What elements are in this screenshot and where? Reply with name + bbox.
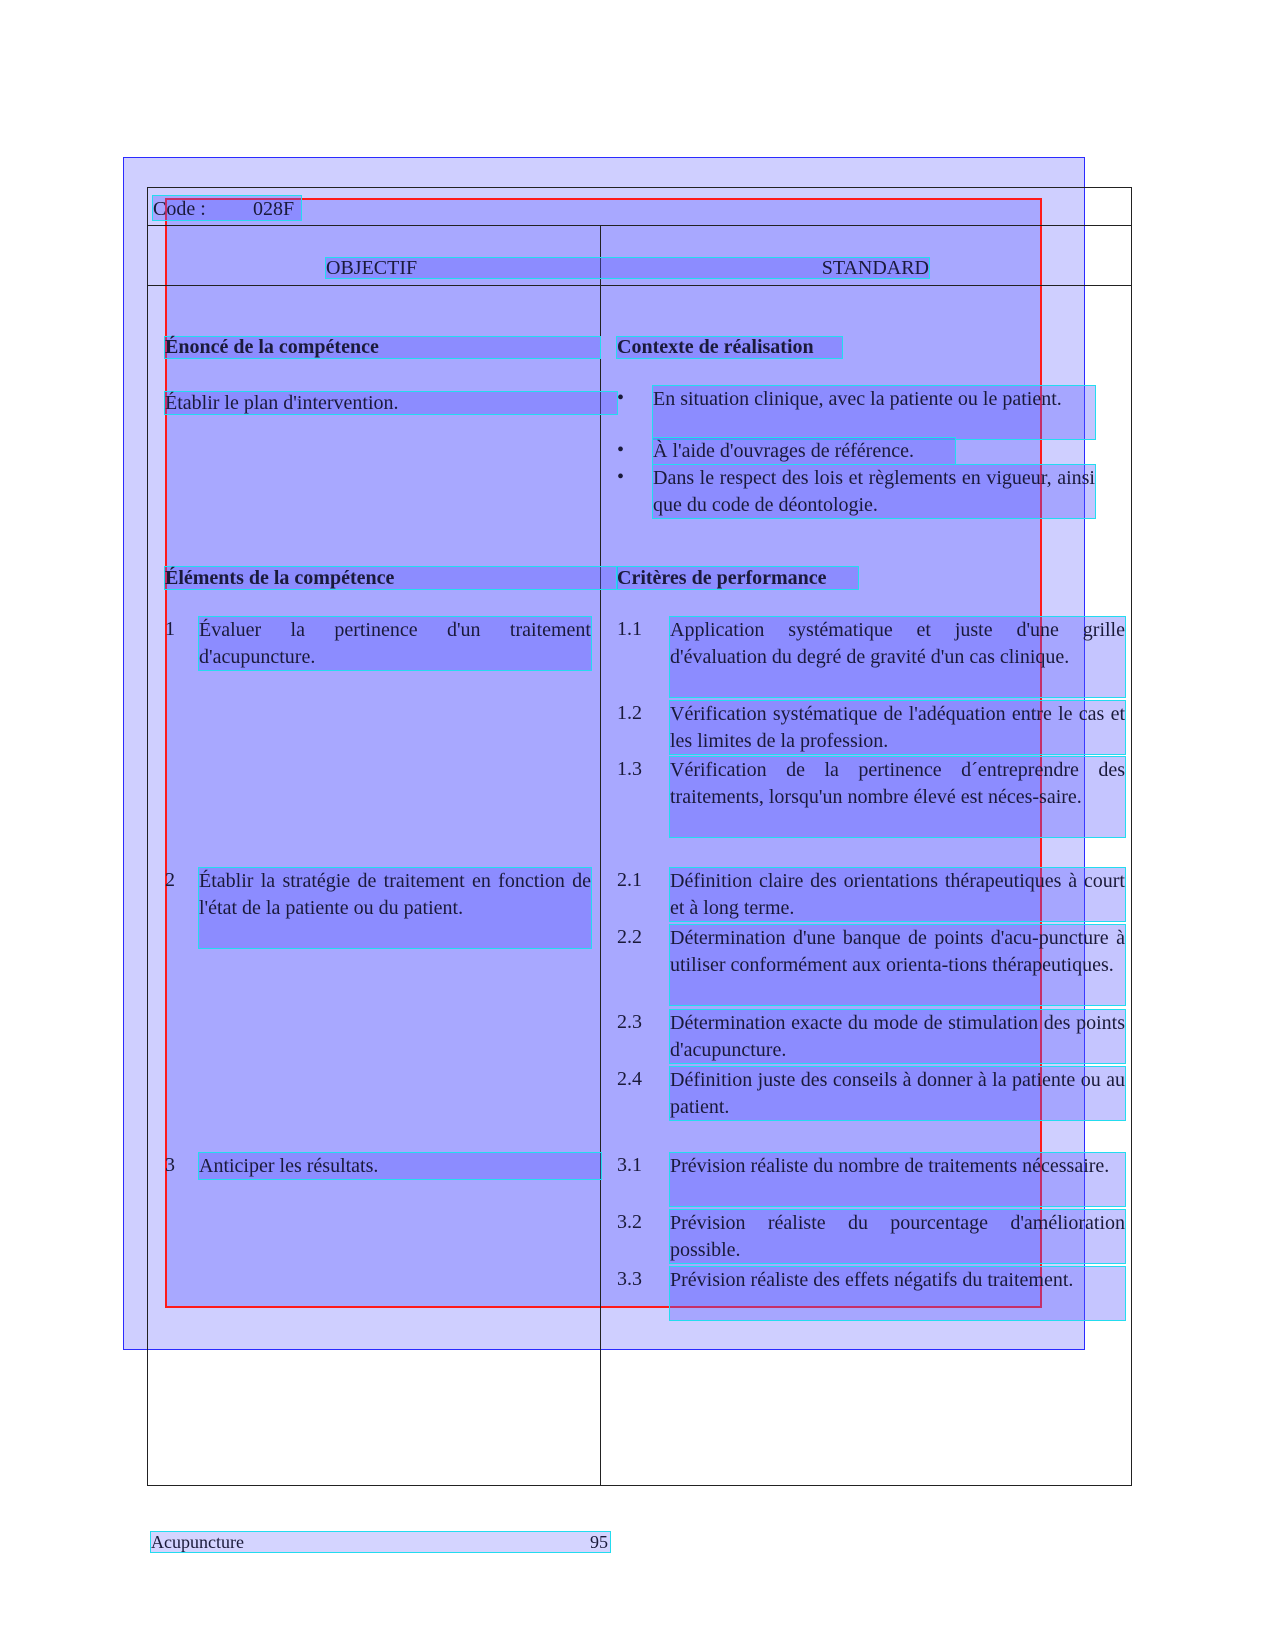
- critere-3-2-number: 3.2: [617, 1211, 642, 1233]
- critere-2-1-text: Définition claire des orientations thérapeutiques à court et à long terme.: [670, 868, 1125, 921]
- critere-2-3-number: 2.3: [617, 1011, 642, 1033]
- critere-2-1-number: 2.1: [617, 869, 642, 891]
- critere-1-2-text: Vérification systématique de l'adéquation entre le cas et les limites de la profession.: [670, 701, 1125, 754]
- bullet-3: •: [617, 466, 625, 488]
- critere-2-2-number: 2.2: [617, 926, 642, 948]
- critere-1-3-text: Vérification de la pertinence d´entreprendre des traitements, lorsqu'un nombre élevé est néces-saire.: [670, 757, 1125, 837]
- critere-2-4-number: 2.4: [617, 1068, 642, 1090]
- enonce-text: Établir le plan d'intervention.: [165, 392, 617, 414]
- critere-3-1-text: Prévision réaliste du nombre de traitements nécessaire.: [670, 1153, 1125, 1206]
- code-value: 028F: [253, 198, 295, 220]
- page-number: 95: [590, 1532, 608, 1552]
- code-line: [153, 196, 301, 220]
- element-2-text: Établir la stratégie de traitement en fonction de l'état de la patiente ou du patient.: [199, 868, 591, 948]
- column-header-objectif: OBJECTIF: [326, 257, 418, 279]
- bullet-1: •: [617, 387, 625, 409]
- bullet-2: •: [617, 439, 625, 461]
- elements-heading: Éléments de la compétence: [165, 567, 617, 589]
- critere-3-3-number: 3.3: [617, 1268, 642, 1290]
- element-2-number: 2: [165, 869, 175, 891]
- page-footer: [151, 1532, 610, 1552]
- critere-1-1-text: Application systématique et juste d'une grille d'évaluation du degré de gravité d'un cas clinique.: [670, 617, 1125, 697]
- contexte-item-2: À l'aide d'ouvrages de référence.: [653, 438, 955, 464]
- rule-below-headers: [147, 285, 1132, 286]
- critere-2-2-text: Détermination d'une banque de points d'acu-puncture à utiliser conformément aux orienta-tions thérapeutiques.: [670, 925, 1125, 1005]
- element-3-text: Anticiper les résultats.: [199, 1153, 601, 1179]
- column-header-band: [326, 258, 929, 278]
- footer-title: Acupuncture: [151, 1532, 244, 1552]
- rule-below-code: [147, 225, 1132, 226]
- element-3-number: 3: [165, 1154, 175, 1176]
- critere-1-1-number: 1.1: [617, 618, 642, 640]
- critere-2-4-text: Définition juste des conseils à donner à la patiente ou au patient.: [670, 1067, 1125, 1120]
- code-label: Code :: [153, 198, 206, 220]
- contexte-item-3: Dans le respect des lois et règlements en vigueur, ainsi que du code de déontologie.: [653, 465, 1095, 518]
- element-1-text: Évaluer la pertinence d'un traitement d'acupuncture.: [199, 617, 591, 670]
- critere-2-3-text: Détermination exacte du mode de stimulation des points d'acupuncture.: [670, 1010, 1125, 1063]
- column-divider: [600, 225, 601, 1486]
- critere-3-2-text: Prévision réaliste du pourcentage d'amélioration possible.: [670, 1210, 1125, 1263]
- element-1-number: 1: [165, 618, 175, 640]
- criteres-heading: Critères de performance: [617, 567, 858, 589]
- contexte-heading: Contexte de réalisation: [617, 337, 842, 358]
- critere-1-2-number: 1.2: [617, 702, 642, 724]
- critere-3-1-number: 3.1: [617, 1154, 642, 1176]
- column-header-standard: STANDARD: [821, 257, 929, 279]
- critere-1-3-number: 1.3: [617, 758, 642, 780]
- critere-3-3-text: Prévision réaliste des effets négatifs du traitement.: [670, 1267, 1125, 1320]
- enonce-heading: Énoncé de la compétence: [165, 337, 600, 358]
- contexte-item-1: En situation clinique, avec la patiente ou le patient.: [653, 386, 1095, 439]
